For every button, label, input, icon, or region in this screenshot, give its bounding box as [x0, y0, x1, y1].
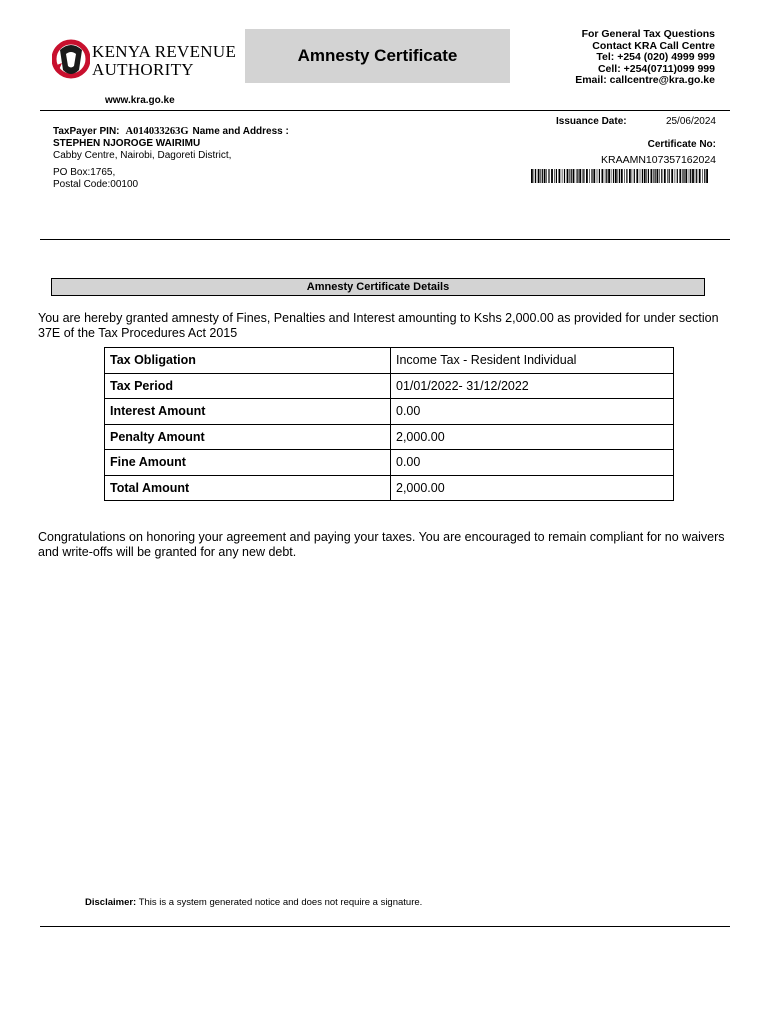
bottom-divider: [40, 926, 730, 927]
contact-line-questions: For General Tax Questions: [581, 28, 715, 40]
name-address-label: Name and Address :: [192, 126, 289, 137]
barcode-icon: [531, 169, 711, 183]
certificate-no-label: Certificate No:: [647, 139, 716, 150]
kra-logo: [52, 36, 237, 84]
row-value: 0.00: [391, 450, 674, 476]
middle-divider: [40, 239, 730, 240]
logo-text-line1: KENYA REVENUE: [92, 42, 237, 61]
issuance-date-label: Issuance Date:: [556, 116, 627, 127]
website-link[interactable]: www.kra.go.ke: [105, 95, 175, 106]
pin-value: A014033263G: [125, 126, 189, 137]
table-row: [105, 348, 674, 374]
taxpayer-po-box: PO Box:1765,: [53, 167, 116, 178]
certificate-no-value: KRAAMN107357162024: [601, 154, 716, 166]
contact-line-cell: Cell: +254(0711)099 999: [597, 62, 715, 75]
disclaimer-text: This is a system generated notice and does not require a signature.: [138, 897, 423, 908]
row-label: Tax Obligation: [105, 348, 391, 374]
disclaimer: [85, 897, 422, 908]
contact-line-call-centre: Contact KRA Call Centre: [592, 39, 715, 52]
row-value: Income Tax - Resident Individual: [391, 348, 674, 374]
contact-line-email[interactable]: Email: callcentre@kra.go.ke: [575, 74, 715, 86]
contact-line-tel: Tel: +254 (020) 4999 999: [596, 51, 715, 63]
pin-label: TaxPayer PIN:: [53, 126, 120, 137]
table-row: [105, 373, 674, 399]
lion-emblem-icon: [52, 36, 90, 82]
details-header: Amnesty Certificate Details: [51, 278, 705, 296]
closing-text: Congratulations on honoring your agreement and paying your taxes. You are encouraged to remain compliant for no waivers and write-offs will be granted for any new debt.: [38, 530, 725, 559]
row-label: Total Amount: [105, 475, 391, 501]
contact-block: [575, 29, 715, 87]
row-value: 2,000.00: [391, 475, 674, 501]
amnesty-intro-text: You are hereby granted amnesty of Fines, Penalties and Interest amounting to Kshs 2,000.00 as provided for under section 37E of the Tax Procedures Act 2015: [38, 311, 719, 340]
row-label: Interest Amount: [105, 399, 391, 425]
table-row: [105, 450, 674, 476]
row-value: 0.00: [391, 399, 674, 425]
issuance-date-value: 25/06/2024: [665, 116, 716, 127]
taxpayer-block: [53, 126, 289, 191]
taxpayer-address: Cabby Centre, Nairobi, Dagoreti District,: [53, 150, 232, 161]
row-label: Fine Amount: [105, 450, 391, 476]
table-row: [105, 475, 674, 501]
top-divider: [40, 110, 730, 111]
taxpayer-name: STEPHEN NJOROGE WAIRIMU: [53, 138, 201, 149]
amnesty-details-table: [104, 347, 674, 501]
table-row: [105, 399, 674, 425]
taxpayer-postal-code: Postal Code:00100: [53, 179, 139, 190]
row-value: 01/01/2022- 31/12/2022: [391, 373, 674, 399]
row-label: Tax Period: [105, 373, 391, 399]
row-value: 2,000.00: [391, 424, 674, 450]
logo-text-line2: AUTHORITY: [92, 60, 194, 79]
disclaimer-label: Disclaimer:: [85, 897, 137, 908]
document-title: Amnesty Certificate: [245, 29, 510, 83]
table-row: [105, 424, 674, 450]
row-label: Penalty Amount: [105, 424, 391, 450]
